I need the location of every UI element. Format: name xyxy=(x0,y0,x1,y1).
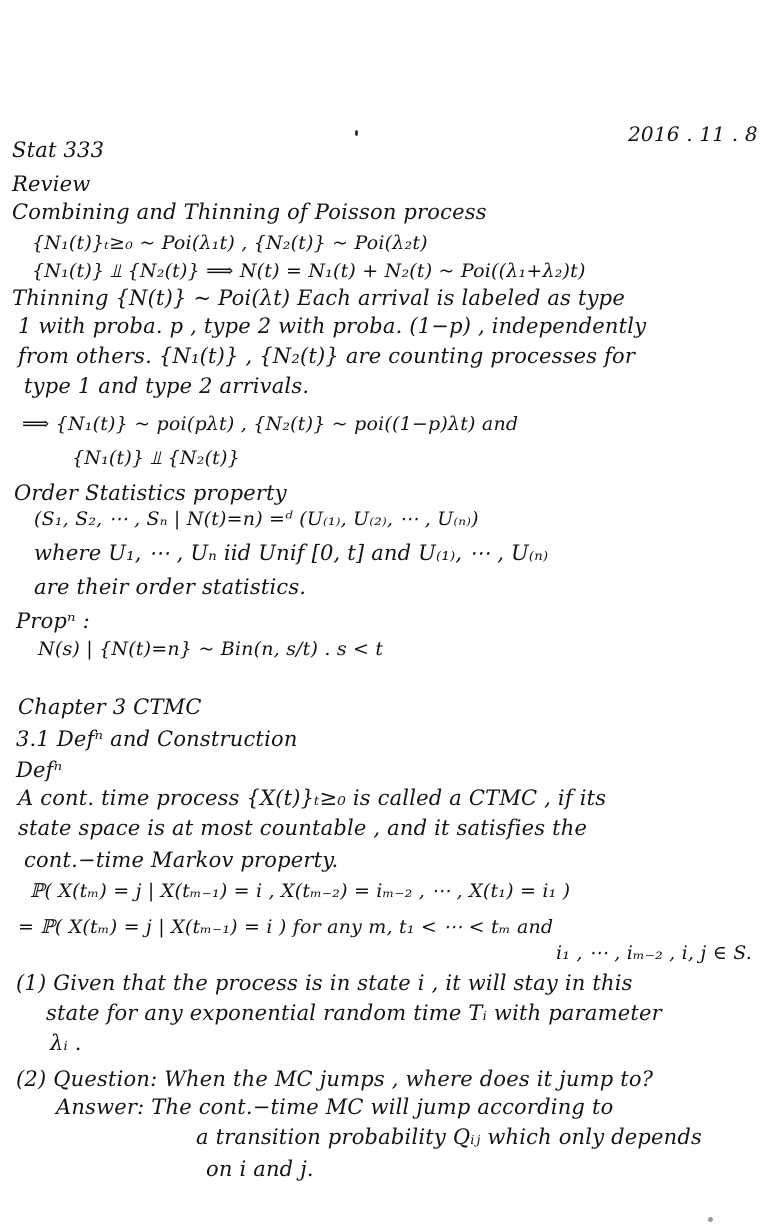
thinning-line-2: 1 with proba. p , type 2 with proba. (1−p) , independently xyxy=(18,314,647,338)
chapter-heading: Chapter 3 CTMC xyxy=(18,695,202,719)
proposition-line: N(s) | {N(t)=n} ~ Bin(n, s/t) . s < t xyxy=(38,638,384,660)
item-2-line-1: (2) Question: When the MC jumps , where does it jump to? xyxy=(16,1067,654,1091)
section-heading: 3.1 Defⁿ and Construction xyxy=(16,727,298,751)
item-2-line-4: on i and j. xyxy=(206,1157,314,1181)
thinning-line-5: ⟹ {N₁(t)} ~ poi(pλt) , {N₂(t)} ~ poi((1−p)λt) and xyxy=(22,413,519,435)
item-1-line-2: state for any exponential random time Tᵢ with parameter xyxy=(46,1001,662,1025)
order-statistics-line-2: where U₁, ⋯ , Uₙ iid Unif [0, t] and U₍₁₎, ⋯ , U₍ₙ₎ xyxy=(34,541,549,565)
review-heading: Review xyxy=(12,172,91,196)
definition-line-1: A cont. time process {X(t)}ₜ≥₀ is called a CTMC , if its xyxy=(18,786,607,810)
item-1-line-3: λᵢ . xyxy=(50,1031,82,1055)
markov-line-3: i₁ , ⋯ , iₘ₋₂ , i, j ∈ S. xyxy=(556,942,752,964)
ink-speck xyxy=(355,130,358,136)
thinning-line-1: Thinning {N(t)} ~ Poi(λt) Each arrival is labeled as type xyxy=(12,286,625,310)
item-1-line-1: (1) Given that the process is in state i , it will stay in this xyxy=(16,971,633,995)
review-subtitle: Combining and Thinning of Poisson process xyxy=(12,200,487,224)
thinning-line-6: {N₁(t)} ⫫ {N₂(t)} xyxy=(72,447,240,469)
thinning-line-4: type 1 and type 2 arrivals. xyxy=(24,374,310,398)
item-2-line-3: a transition probability Qᵢⱼ which only depends xyxy=(196,1125,703,1149)
order-statistics-line-1: (S₁, S₂, ⋯ , Sₙ | N(t)=n) =ᵈ (U₍₁₎, U₍₂₎, ⋯ , U₍ₙ₎) xyxy=(34,508,479,530)
thinning-line-3: from others. {N₁(t)} , {N₂(t)} are counting processes for xyxy=(18,344,636,368)
markov-line-2: = ℙ( X(tₘ) = j | X(tₘ₋₁) = i ) for any m, t₁ < ⋯ < tₘ and xyxy=(18,916,554,938)
definition-line-2: state space is at most countable , and it satisfies the xyxy=(18,816,588,840)
date: 2016 . 11 . 8 xyxy=(628,122,758,146)
definition-line-3: cont.−time Markov property. xyxy=(24,848,339,872)
item-2-line-2: Answer: The cont.−time MC will jump according to xyxy=(56,1095,614,1119)
course-title: Stat 333 xyxy=(12,138,105,162)
combining-line-2: {N₁(t)} ⫫ {N₂(t)} ⟹ N(t) = N₁(t) + N₂(t) ~ Poi((λ₁+λ₂)t) xyxy=(32,260,586,282)
ink-speck xyxy=(708,1217,713,1222)
order-statistics-line-3: are their order statistics. xyxy=(34,575,307,599)
markov-line-1: ℙ( X(tₘ) = j | X(tₘ₋₁) = i , X(tₘ₋₂) = iₘ₋₂ , ⋯ , X(t₁) = i₁ ) xyxy=(30,880,571,902)
combining-line-1: {N₁(t)}ₜ≥₀ ~ Poi(λ₁t) , {N₂(t)} ~ Poi(λ₂t) xyxy=(32,232,428,254)
order-statistics-heading: Order Statistics property xyxy=(14,481,287,505)
proposition-label: Propⁿ : xyxy=(16,609,90,633)
definition-label: Defⁿ xyxy=(16,758,63,782)
